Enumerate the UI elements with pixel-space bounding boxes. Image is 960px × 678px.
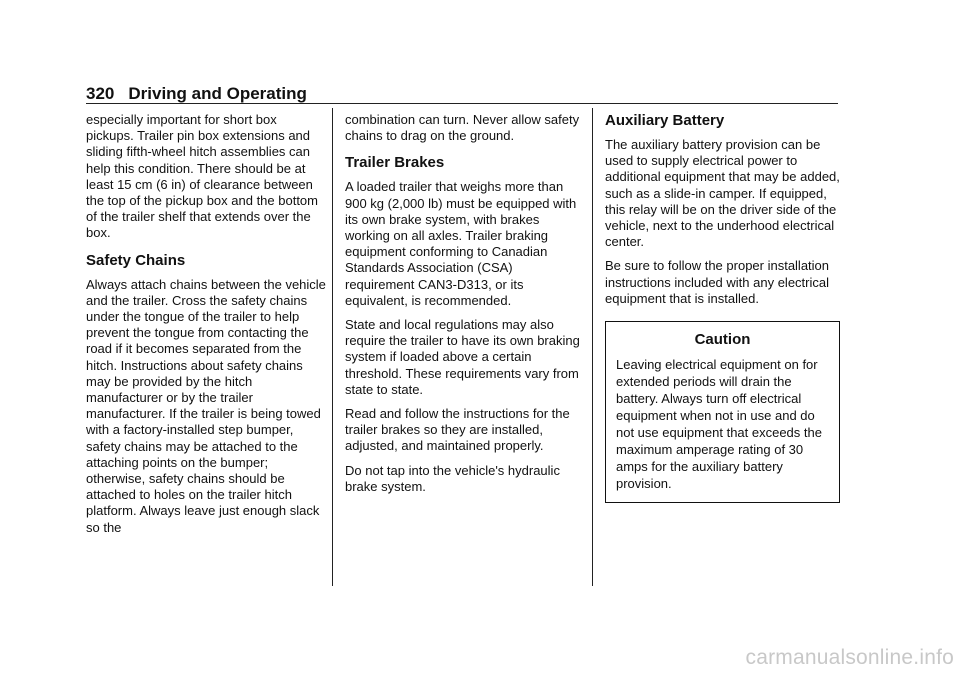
trailer-brakes-heading: Trailer Brakes [345, 154, 445, 172]
trailer-brakes-paragraph-2: State and local regulations may also require the trailer to have its own braking system if loaded above a certain threshold. These requirements vary from state to state. [345, 317, 580, 397]
trailer-brakes-paragraph-3: Read and follow the instructions for the trailer brakes so they are installed, adjusted, and maintained properly. [345, 406, 570, 454]
caution-title: Caution [694, 331, 751, 349]
column-1 [86, 112, 326, 544]
auxiliary-battery-paragraph-2: Be sure to follow the proper installation instructions included with any electrical equipment that is installed. [605, 258, 830, 306]
section-title: Driving and Operating [128, 84, 307, 103]
column-divider-2 [592, 108, 593, 586]
trailer-brakes-paragraph-1: A loaded trailer that weighs more than 900 kg (2,000 lb) must be equipped with its own brake system, with brakes working on all axles. Trailer braking equipment conforming to Canadian Standards Association (CSA) requirement CAN3-D313, or its equivalent, is recommended. [345, 179, 577, 308]
column-3 [605, 112, 840, 503]
col1-intro-paragraph: especially important for short box pickups. Trailer pin box extensions and sliding fifth-wheel hitch assemblies can help this condition. There should be at least 15 cm (6 in) of clearance between the top of the pickup box and the bottom of the trailer shelf that extends over the box. [86, 112, 318, 241]
column-2 [345, 112, 585, 503]
safety-chains-heading: Safety Chains [86, 251, 186, 269]
watermark: carmanualsonline.info [745, 646, 954, 669]
safety-chains-paragraph: Always attach chains between the vehicle and the trailer. Cross the safety chains under the tongue of the trailer to help prevent the tongue from contacting the road if it becomes separated from the hitch. Instructions about safety chains may be provided by the hitch manufacturer or by the trailer manufacturer. If the trailer is being towed with a factory-installed step bumper, safety chains may be attached to the attaching points on the bumper; otherwise, safety chains should be attached to holes on the trailer hitch platform. Always leave just enough slack so the [86, 276, 326, 535]
trailer-brakes-paragraph-4: Do not tap into the vehicle's hydraulic brake system. [345, 462, 560, 494]
column-divider-1 [332, 108, 333, 586]
caution-box [605, 321, 840, 503]
auxiliary-battery-paragraph-1: The auxiliary battery provision can be used to supply electrical power to additional equipment that may be added, such as a slide-in camper. If equipped, this relay will be on the driver side of the vehicle, next to the underhood electrical center. [605, 137, 840, 250]
header-rule [86, 103, 838, 104]
auxiliary-battery-heading: Auxiliary Battery [605, 112, 725, 129]
col2-intro-paragraph: combination can turn. Never allow safety chains to drag on the ground. [345, 112, 580, 144]
caution-text: Leaving electrical equipment on for extended periods will drain the battery. Always turn off electrical equipment when not in use and do not use equipment that exceeds the maximum amperage rating of 30 amps for the auxiliary battery provision. [616, 357, 822, 492]
page-number: 320 [86, 84, 115, 103]
page-header [86, 84, 838, 104]
